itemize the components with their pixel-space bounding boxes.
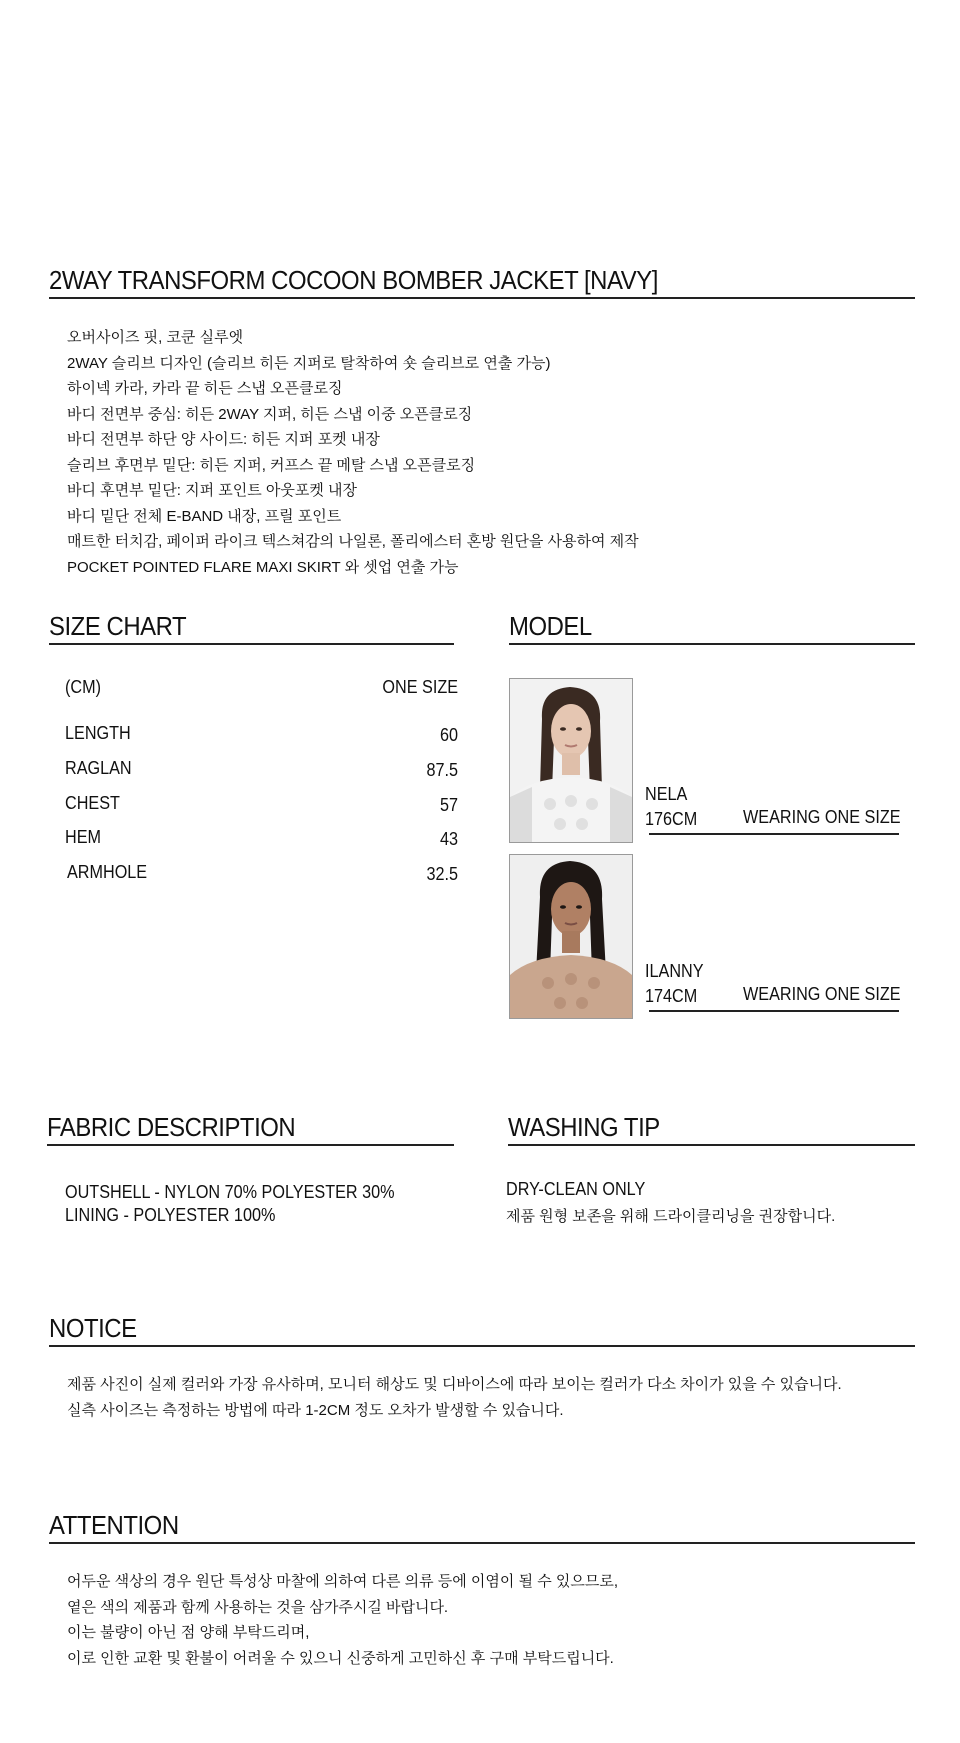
- model-portrait-image: [510, 679, 632, 842]
- size-row-value: 57: [439, 795, 458, 815]
- model-wearing: WEARING ONE SIZE: [743, 807, 901, 827]
- notice-line: 실측 사이즈는 측정하는 방법에 따라 1-2CM 정도 오차가 발생할 수 있습니다.: [67, 1402, 564, 1419]
- model-name: NELA: [645, 784, 688, 804]
- washing-title: WASHING TIP: [508, 1112, 660, 1142]
- model-divider-line: [649, 833, 899, 835]
- product-title: 2WAY TRANSFORM COCOON BOMBER JACKET [NAVY]: [49, 265, 658, 295]
- fabric-divider: [47, 1144, 454, 1146]
- size-chart-title: SIZE CHART: [49, 611, 187, 641]
- description-line: POCKET POINTED FLARE MAXI SKIRT 와 셋업 연출 가능: [67, 559, 459, 576]
- model-height: 174CM: [645, 986, 698, 1006]
- model-height: 176CM: [645, 809, 698, 829]
- size-column-header: ONE SIZE: [382, 677, 458, 697]
- model-divider: [509, 643, 915, 645]
- notice-title: NOTICE: [49, 1313, 137, 1343]
- attention-line: 이로 인한 교환 및 환불이 어려울 수 있으니 신중하게 고민하신 후 구매 부탁드립니다.: [67, 1650, 614, 1667]
- size-row-label: LENGTH: [65, 723, 131, 743]
- attention-title: ATTENTION: [49, 1510, 179, 1540]
- notice-divider: [49, 1345, 915, 1347]
- model-name: ILANNY: [645, 961, 704, 981]
- size-row-value: 87.5: [426, 760, 458, 780]
- fabric-title: FABRIC DESCRIPTION: [47, 1112, 296, 1142]
- title-divider: [49, 297, 915, 299]
- size-row-label: HEM: [65, 827, 101, 847]
- description-line: 오버사이즈 핏, 코쿤 실루엣: [67, 329, 244, 346]
- description-line: 바디 후면부 밑단: 지퍼 포인트 아웃포켓 내장: [67, 482, 357, 499]
- notice-line: 제품 사진이 실제 컬러와 가장 유사하며, 모니터 해상도 및 디바이스에 따라 보이는 컬러가 다소 차이가 있을 수 있습니다.: [67, 1376, 842, 1393]
- size-row-value: 43: [439, 829, 458, 849]
- size-row-label: RAGLAN: [65, 758, 132, 778]
- fabric-line: OUTSHELL - NYLON 70% POLYESTER 30%: [65, 1182, 395, 1202]
- size-row-value: 60: [439, 725, 458, 745]
- size-row-value: 32.5: [426, 864, 458, 884]
- description-line: 바디 전면부 중심: 히든 2WAY 지퍼, 히든 스냅 이중 오픈클로징: [67, 406, 473, 423]
- size-unit-label: (CM): [65, 677, 101, 697]
- washing-line: DRY-CLEAN ONLY: [506, 1179, 646, 1199]
- attention-line: 어두운 색상의 경우 원단 특성상 마찰에 의하여 다른 의류 등에 이염이 될 수 있으므로,: [67, 1573, 619, 1590]
- size-row-label: CHEST: [65, 793, 120, 813]
- model-divider-line: [649, 1010, 899, 1012]
- model-portrait-image: [510, 855, 632, 1018]
- model-photo-nela: [509, 678, 633, 843]
- washing-divider: [508, 1144, 915, 1146]
- description-line: 바디 밑단 전체 E-BAND 내장, 프릴 포인트: [67, 508, 342, 525]
- description-line: 매트한 터치감, 페이퍼 라이크 텍스쳐감의 나일론, 폴리에스터 혼방 원단을 사용하여 제작: [67, 533, 639, 550]
- attention-line: 옅은 색의 제품과 함께 사용하는 것을 삼가주시길 바랍니다.: [67, 1599, 449, 1616]
- washing-line: 제품 원형 보존을 위해 드라이클리닝을 권장합니다.: [506, 1208, 836, 1225]
- fabric-line: LINING - POLYESTER 100%: [65, 1205, 276, 1225]
- description-line: 2WAY 슬리브 디자인 (슬리브 히든 지퍼로 탈착하여 숏 슬리브로 연출 가능): [67, 355, 551, 372]
- description-line: 하이넥 카라, 카라 끝 히든 스냅 오픈클로징: [67, 380, 343, 397]
- attention-divider: [49, 1542, 915, 1544]
- description-line: 바디 전면부 하단 양 사이드: 히든 지퍼 포켓 내장: [67, 431, 380, 448]
- model-title: MODEL: [509, 611, 592, 641]
- model-wearing: WEARING ONE SIZE: [743, 984, 901, 1004]
- size-row-label: ARMHOLE: [67, 862, 148, 882]
- size-chart-divider: [49, 643, 454, 645]
- attention-line: 이는 불량이 아닌 점 양해 부탁드리며,: [67, 1624, 310, 1641]
- model-photo-ilanny: [509, 854, 633, 1019]
- description-line: 슬리브 후면부 밑단: 히든 지퍼, 커프스 끝 메탈 스냅 오픈클로징: [67, 457, 476, 474]
